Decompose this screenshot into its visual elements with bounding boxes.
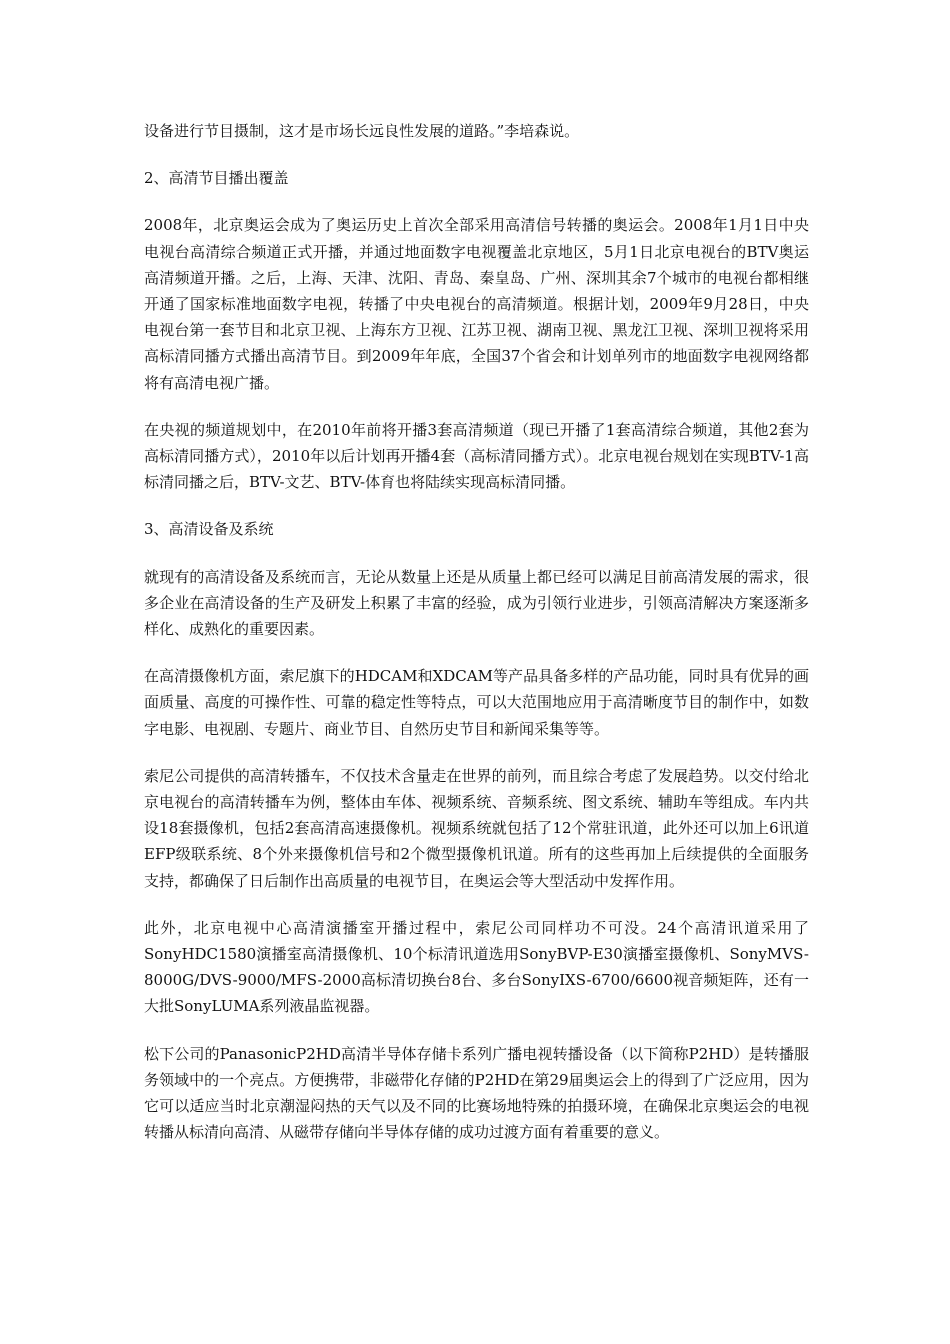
- paragraph-cctv-channel-plan: 在央视的频道规划中，在2010年前将开播3套高清频道（现已开播了1套高清综合频道，其他2套为高标清同播方式），2010年以后计划再开播4套（高标清同播方式）。北京电视台规划在实现BTV-1高标清同播之后，BTV-文艺、BTV-体育也将陆续实现高标清同播。: [144, 420, 809, 492]
- paragraph-sony-ob-van: 索尼公司提供的高清转播车，不仅技术含量走在世界的前列，而且综合考虑了发展趋势。以交付给北京电视台的高清转播车为例，整体由车体、视频系统、音频系统、图文系统、辅助车等组成。车内共设18套摄像机，包括2套高清高速摄像机。视频系统就包括了12个常驻讯道，此外还可以加上6讯道EFP级联系统、8个外来摄像机信号和2个微型摄像机讯道。所有的这些再加上后续提供的全面服务支持，都确保了日后制作出高质量的电视节目，在奥运会等大型活动中发挥作用。: [144, 766, 809, 890]
- paragraph-equipment-overview: 就现有的高清设备及系统而言，无论从数量上还是从质量上都已经可以满足目前高清发展的需求，很多企业在高清设备的生产及研发上积累了丰富的经验，成为引领行业进步，引领高清解决方案逐渐多样化、成熟化的重要因素。: [144, 567, 809, 639]
- document-body: [144, 118, 809, 1167]
- section-heading-hd-broadcast: 2、高清节目播出覆盖: [144, 169, 289, 188]
- paragraph-sony-cameras: 在高清摄像机方面，索尼旗下的HDCAM和XDCAM等产品具备多样的产品功能，同时具有优异的画面质量、高度的可操作性、可靠的稳定性等特点，可以大范围地应用于高清晰度节目的制作中，如数字电影、电视剧、专题片、商业节目、自然历史节目和新闻采集等等。: [144, 667, 809, 738]
- paragraph-btv-studio: 此外，北京电视中心高清演播室开播过程中，索尼公司同样功不可没。24个高清讯道采用了SonyHDC1580演播室高清摄像机、10个标清讯道选用SonyBVP-E30演播室摄像机、SonyMVS-8000G/DVS-9000/MFS-2000高标清切换台8台、多台SonyIXS-6700/6600视音频矩阵，还有一大批SonyLUMA系列液晶监视器。: [144, 918, 809, 1016]
- section-heading-hd-equipment: 3、高清设备及系统: [144, 520, 274, 539]
- paragraph-panasonic-p2hd: 松下公司的PanasonicP2HD高清半导体存储卡系列广播电视转播设备（以下简称P2HD）是转播服务领域中的一个亮点。方便携带，非磁带化存储的P2HD在第29届奥运会上的得到了广泛应用，因为它可以适应当时北京潮湿闷热的天气以及不同的比赛场地特殊的拍摄环境，在确保北京奥运会的电视转播从标清向高清、从磁带存储向半导体存储的成功过渡方面有着重要的意义。: [144, 1044, 809, 1142]
- paragraph-closing-quote: 设备进行节目摄制，这才是市场长远良性发展的道路。”李培森说。: [144, 122, 580, 140]
- paragraph-olympics-hd: 2008年，北京奥运会成为了奥运历史上首次全部采用高清信号转播的奥运会。2008年1月1日中央电视台高清综合频道正式开播，并通过地面数字电视覆盖北京地区，5月1日北京电视台的BTV奥运高清频道开播。之后，上海、天津、沈阳、青岛、秦皇岛、广州、深圳其余7个城市的电视台都相继开通了国家标准地面数字电视，转播了中央电视台的高清频道。根据计划，2009年9月28日，中央电视台第一套节目和北京卫视、上海东方卫视、江苏卫视、湖南卫视、黑龙江卫视、深圳卫视将采用高标清同播方式播出高清节目。到2009年年底，全国37个省会和计划单列市的地面数字电视网络都将有高清电视广播。: [144, 216, 809, 392]
